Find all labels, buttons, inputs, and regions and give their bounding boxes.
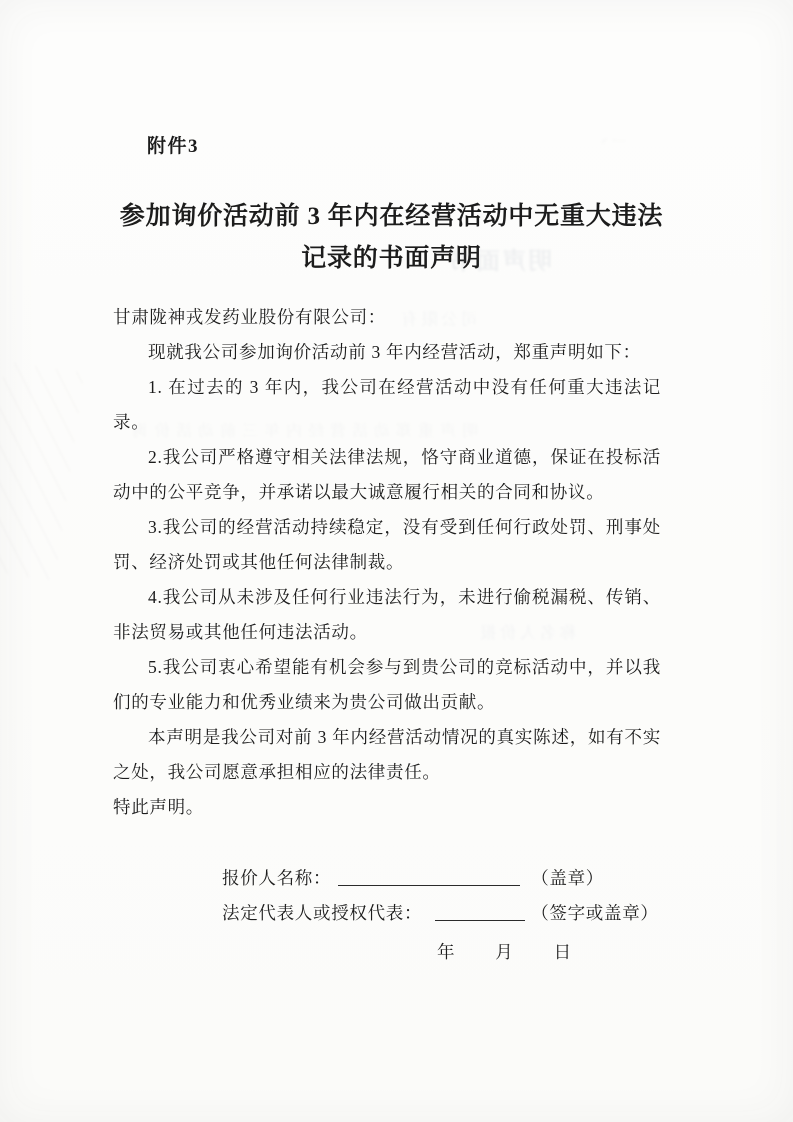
sign-or-seal-note: （签字或盖章） [531, 903, 659, 923]
bleed-through-ghost-line: 明声重郑动活营经内年三前动活价询 [126, 423, 479, 440]
title-line-2: 记录的书面声明 [301, 245, 482, 272]
title-line-1: 参加询价活动前 3 年内在经营活动中无重大违法 [119, 203, 664, 230]
paragraph-item-3: 3.我公司的经营活动持续稳定，没有受到任何行政处罚、刑事处罚、经济处罚或其他任何法律制裁。 [113, 517, 661, 572]
year-label: 年 [437, 942, 456, 962]
day-label: 日 [553, 942, 572, 962]
stamp-smudge-artifact [0, 361, 84, 580]
document-title [60, 196, 723, 280]
month-label: 月 [495, 942, 514, 962]
paragraph-item-2: 2.我公司严格遵守相关法律法规，恪守商业道德，保证在投标活动中的公平竞争，并承诺以最大诚意履行相关的合同和协议。 [113, 447, 661, 502]
paragraph-item-4: 4.我公司从未涉及任何行业违法行为，未进行偷税漏税、传销、非法贸易或其他任何违法活动。 [113, 587, 661, 642]
bleed-through-ghost-corner: 一丶 [598, 136, 626, 151]
representative-blank-line [435, 906, 525, 921]
representative-row [113, 896, 673, 931]
bidder-name-label: 报价人名称： [222, 868, 332, 888]
paragraph-intro: 现就我公司参加询价活动前 3 年内经营活动，郑重声明如下： [148, 342, 641, 362]
paragraph-item-1: 1. 在过去的 3 年内，我公司在经营活动中没有任何重大违法记录。 [113, 377, 661, 432]
paragraph-item-5: 5.我公司衷心希望能有机会参与到贵公司的竞标活动中，并以我们的专业能力和优秀业绩来为贵公司做出贡献。 [113, 657, 661, 712]
seal-note: （盖章） [531, 868, 605, 888]
closing-statement: 特此声明。 [113, 797, 204, 817]
document-body [113, 300, 661, 825]
attachment-label: 附件3 [147, 136, 200, 157]
date-line [113, 935, 673, 970]
bleed-through-ghost-salutation: 司公限有 [398, 310, 478, 329]
paragraph-statement: 本声明是我公司对前 3 年内经营活动情况的真实陈述，如有不实之处，我公司愿意承担相应的法律责任。 [113, 727, 661, 782]
representative-label: 法定代表人或授权代表： [222, 903, 423, 923]
bleed-through-ghost-title: 明声面书 [448, 249, 552, 275]
bleed-through-ghost-mid: 称名人价报 [476, 625, 577, 642]
bidder-name-row [113, 861, 673, 896]
bidder-name-blank-line [338, 871, 520, 886]
signature-block [113, 861, 673, 970]
salutation: 甘肃陇神戎发药业股份有限公司： [113, 307, 386, 327]
